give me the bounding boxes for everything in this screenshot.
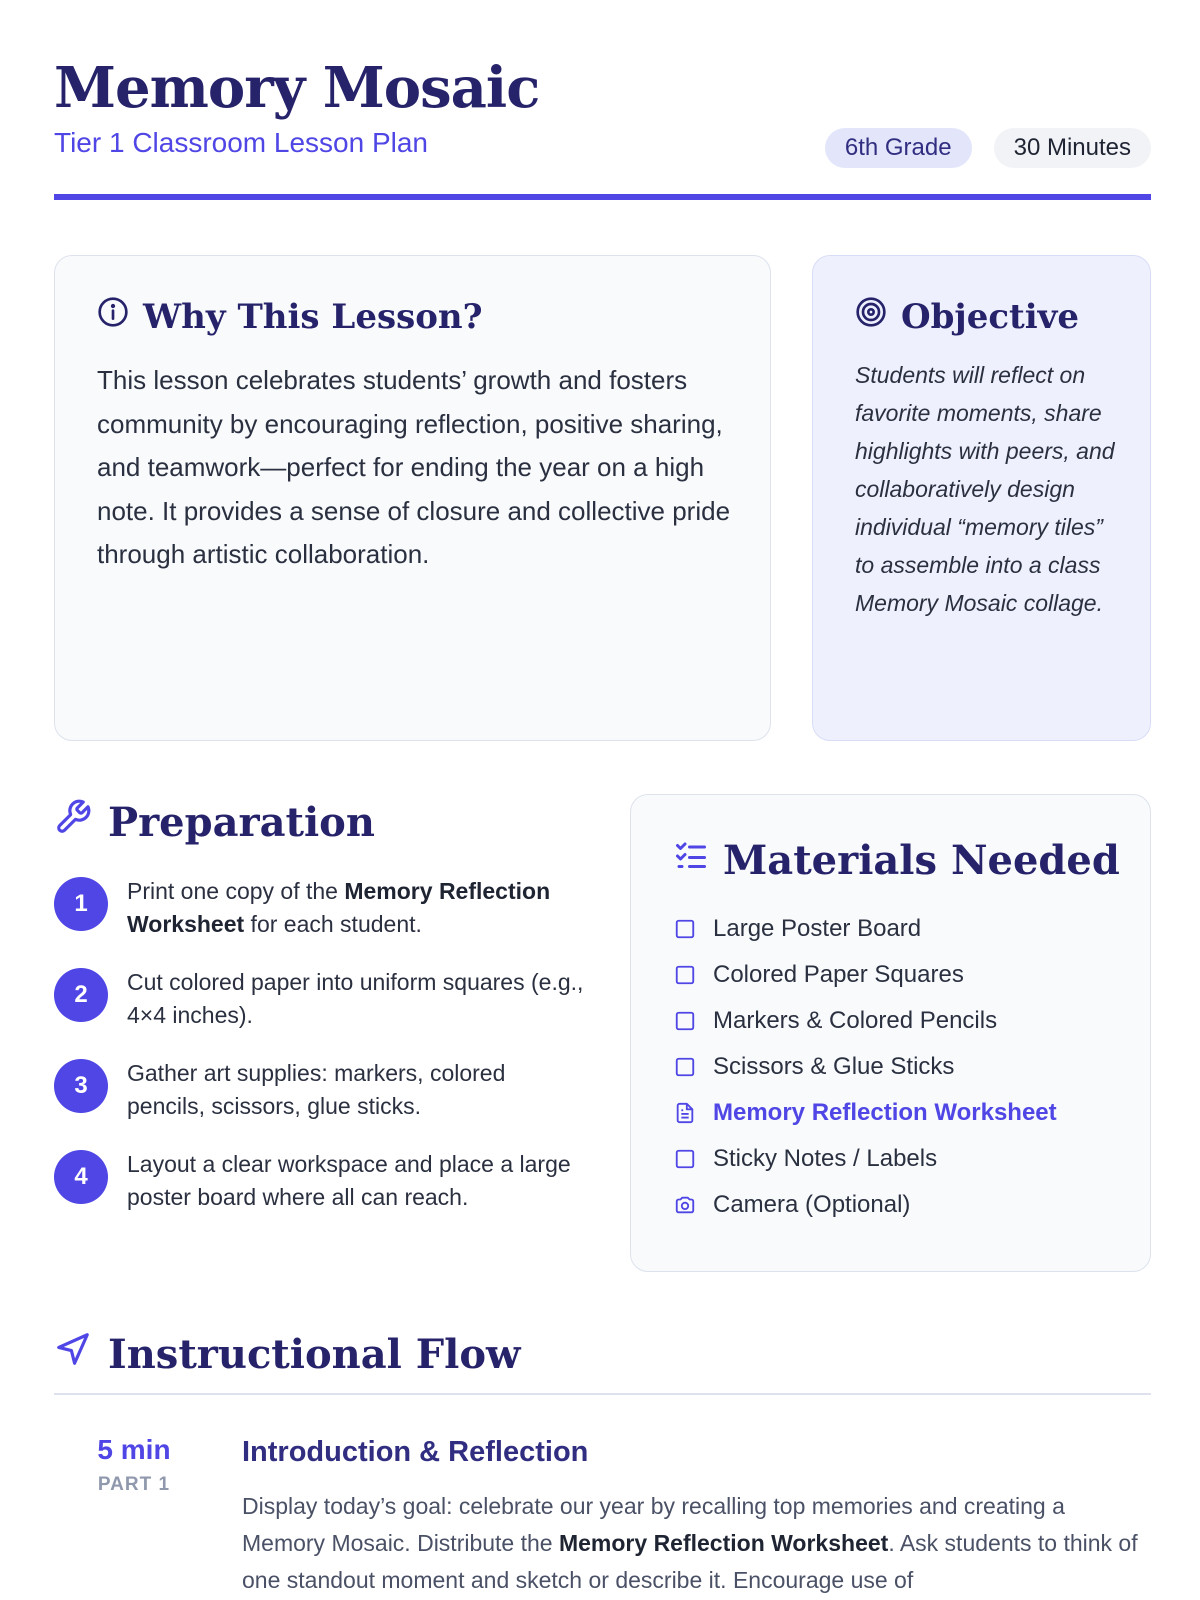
materials-item[interactable] xyxy=(673,1189,1113,1221)
materials-item-label: Camera (Optional) xyxy=(713,1191,911,1218)
why-body: This lesson celebrates students’ growth and fosters community by encouraging reflection, positive sharing, and teamwork—perfect for ending the year on a high note. It provides a sense of closure and collective pride through artistic collaboration. xyxy=(97,365,731,569)
why-card xyxy=(54,255,771,741)
checkbox-icon[interactable] xyxy=(673,1009,697,1033)
flow-divider xyxy=(54,1393,1151,1395)
step-number: 4 xyxy=(54,1150,108,1204)
checkbox-icon[interactable] xyxy=(673,1147,697,1171)
materials-card-title xyxy=(673,837,1120,884)
materials-card xyxy=(630,794,1151,1272)
lesson-plan-page xyxy=(54,0,1151,1600)
objective-title-text: Objective xyxy=(901,296,1080,337)
page-title: Memory Mosaic xyxy=(54,55,540,121)
materials-item-label: Large Poster Board xyxy=(713,915,922,942)
target-icon xyxy=(855,296,887,337)
materials-item-worksheet[interactable] xyxy=(673,1097,1113,1129)
step-text: Cut colored paper into uniform squares (e.g., 4×4 inches). xyxy=(127,969,584,1028)
materials-item[interactable] xyxy=(673,1005,1113,1037)
objective-card-title xyxy=(855,296,1079,337)
camera-icon xyxy=(673,1193,697,1217)
materials-item-label: Sticky Notes / Labels xyxy=(713,1145,938,1172)
step-text: Layout a clear workspace and place a large poster board where all can reach. xyxy=(127,1151,571,1210)
why-card-title xyxy=(97,296,483,337)
objective-body: Students will reflect on favorite moments, share highlights with peers, and collaboratively design individual “memory tiles” to assemble into a class Memory Mosaic collage. xyxy=(855,362,1115,616)
materials-item-label: Scissors & Glue Sticks xyxy=(713,1053,955,1080)
header-divider xyxy=(54,194,1151,200)
step-bold-text: Memory Reflection Worksheet xyxy=(127,878,551,937)
grade-badge: 6th Grade xyxy=(825,128,972,168)
materials-title-text: Materials Needed xyxy=(723,837,1120,884)
step-number: 3 xyxy=(54,1059,108,1113)
instructional-flow-heading xyxy=(54,1330,520,1378)
page-subtitle: Tier 1 Classroom Lesson Plan xyxy=(54,127,429,158)
materials-item[interactable] xyxy=(673,1051,1113,1083)
wrench-icon xyxy=(54,798,92,846)
step-text: Gather art supplies: markers, colored pencils, scissors, glue sticks. xyxy=(127,1060,506,1119)
materials-item[interactable] xyxy=(673,959,1113,991)
checklist-icon xyxy=(673,837,709,884)
preparation-heading xyxy=(54,798,375,846)
flow-part-heading: Introduction & Reflection xyxy=(242,1436,589,1468)
materials-item[interactable] xyxy=(673,913,1113,945)
duration-badge: 30 Minutes xyxy=(994,128,1151,168)
checkbox-icon[interactable] xyxy=(673,917,697,941)
materials-item-label: Markers & Colored Pencils xyxy=(713,1007,998,1034)
flow-part-time: 5 min xyxy=(97,1434,171,1465)
send-icon xyxy=(54,1330,92,1378)
objective-card xyxy=(812,255,1151,741)
document-icon xyxy=(673,1101,697,1125)
instructional-flow-title-text: Instructional Flow xyxy=(108,1330,521,1378)
step-text: Print one copy of the Memory Reflection Worksheet for each student. xyxy=(127,878,551,937)
materials-item[interactable] xyxy=(673,1143,1113,1175)
materials-item-label: Memory Reflection Worksheet xyxy=(713,1099,1057,1126)
preparation-title-text: Preparation xyxy=(108,798,375,846)
info-circle-icon xyxy=(97,296,129,337)
badge-group xyxy=(825,128,1151,168)
flow-bold-text: Memory Reflection Worksheet xyxy=(558,1530,889,1556)
step-number: 1 xyxy=(54,877,108,931)
flow-part-body: Display today’s goal: celebrate our year by recalling top memories and creating a Memory Mosaic. Distribute the Memory Reflection Worksheet. Ask students to think of one standout moment and sketch or describe it. Encourage use of xyxy=(242,1493,1138,1593)
checkbox-icon[interactable] xyxy=(673,963,697,987)
materials-item-label: Colored Paper Squares xyxy=(713,961,964,988)
checkbox-icon[interactable] xyxy=(673,1055,697,1079)
step-number: 2 xyxy=(54,968,108,1022)
flow-part-label: PART 1 xyxy=(97,1474,171,1495)
why-title-text: Why This Lesson? xyxy=(143,296,483,337)
